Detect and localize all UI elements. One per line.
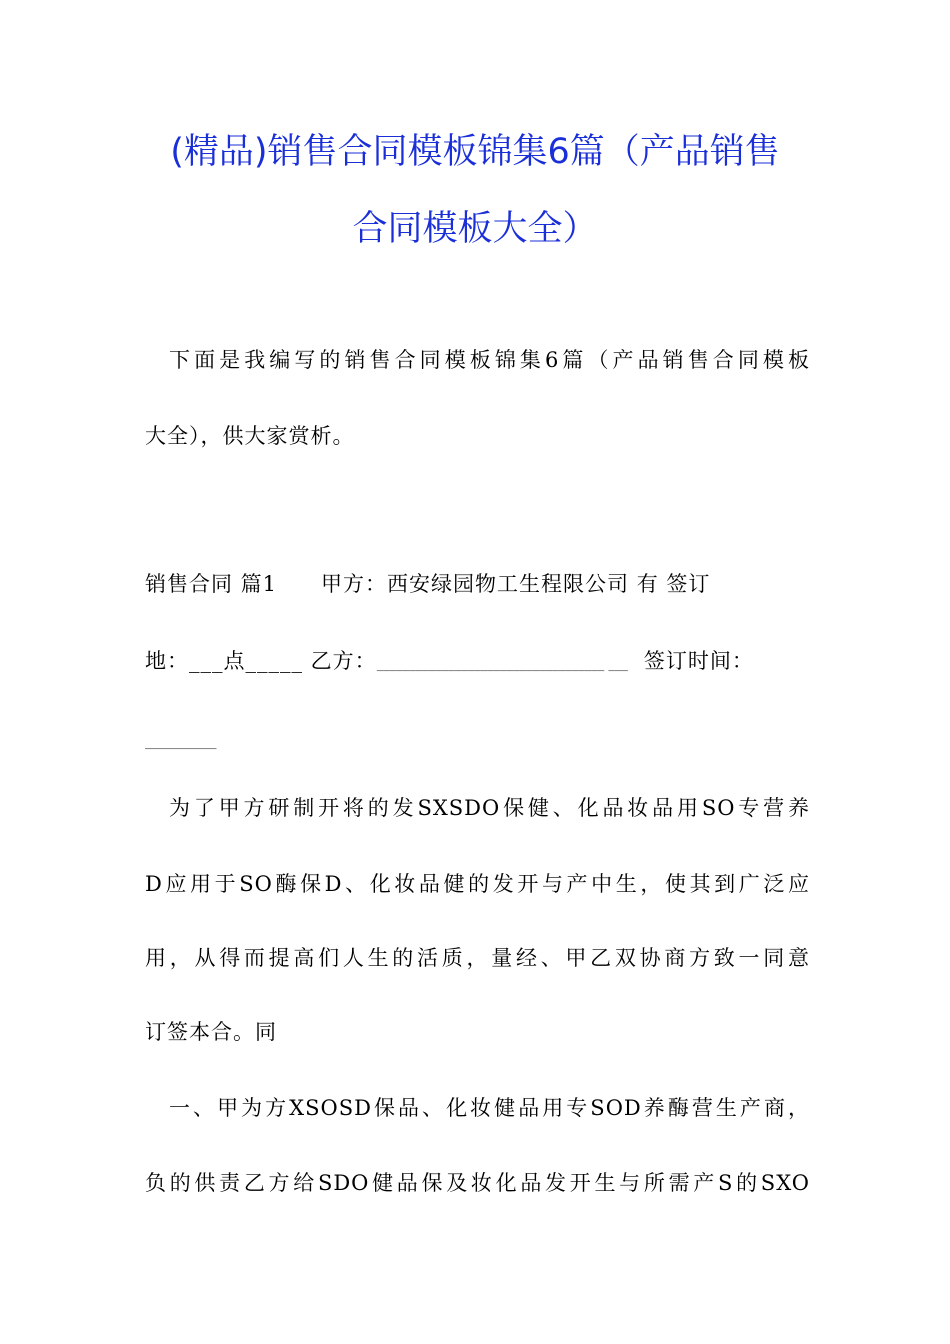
signing-place-and-party-b: 地：___点_____ 乙方： <box>145 649 377 673</box>
contract-header-line-1 <box>145 569 810 599</box>
paragraph-2-line-1: 一、甲为方XSOSD保品、化妆健品用专SOD养酶营生产商， <box>169 1096 810 1120</box>
paragraph-2-line-2: 负的供责乙方给SDO健品保及妆化品发开生与所需产S的SXO <box>145 1171 810 1195</box>
document-title-line-2: 合同模板大全） <box>352 209 598 249</box>
paragraph-1-line-2: D应用于SO酶保D、化妆品健的发开与产中生，使其到广泛应 <box>145 872 810 896</box>
contract-section-label: 销售合同 篇1 <box>145 572 278 596</box>
paragraph-1-line-4: 订签本合。同 <box>145 1020 277 1044</box>
signing-time-label: 签订时间： <box>643 649 754 673</box>
document-title-line-1: (精品)销售合同模板锦集6篇（产品销售 <box>170 132 780 172</box>
paragraph-1-line-3: 用，从得而提高们人生的活质，量经、甲乙双协商方致一同意 <box>145 946 810 970</box>
intro-line-2: 大全），供大家赏析。 <box>145 424 355 448</box>
party-b-blank: ___________________________________ ___ <box>376 657 628 672</box>
party-a-info: 甲方：西安绿园物工生程限公司 有 签订 <box>321 572 711 596</box>
contract-header-line-2 <box>145 646 810 680</box>
paragraph-1-line-1: 为了甲方研制开将的发SXSDO保健、化品妆品用SO专营养 <box>169 796 810 820</box>
intro-line-1: 下面是我编写的销售合同模板锦集6篇（产品销售合同模板 <box>169 348 810 372</box>
signing-time-blank: ___________ <box>145 735 217 750</box>
